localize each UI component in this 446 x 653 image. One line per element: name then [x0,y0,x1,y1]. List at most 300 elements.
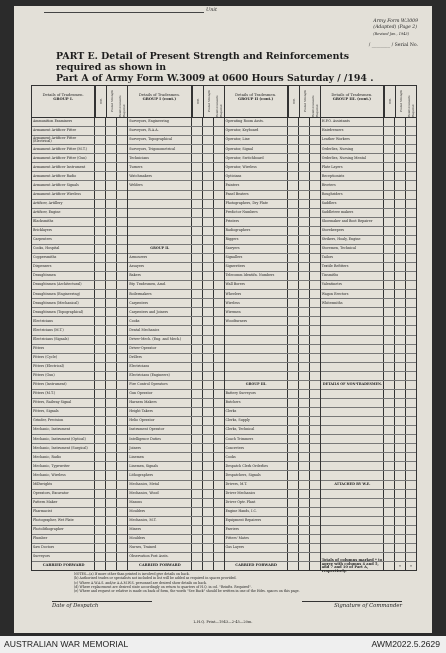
we-cell[interactable] [192,172,203,180]
we-cell[interactable] [192,336,203,344]
posted-strength-cell[interactable] [106,517,117,525]
posted-strength-cell[interactable] [395,345,406,353]
posted-strength-cell[interactable] [299,417,310,425]
we-cell[interactable] [288,553,299,561]
reinforcements-cell[interactable] [214,281,224,289]
we-cell[interactable] [384,299,395,307]
we-cell[interactable] [288,326,299,334]
posted-strength-cell[interactable] [299,499,310,507]
we-cell[interactable] [95,526,106,534]
we-cell[interactable] [288,118,299,126]
reinforcements-cell[interactable] [310,200,320,208]
posted-strength-cell[interactable] [106,200,117,208]
we-cell[interactable] [288,381,299,389]
posted-strength-cell[interactable] [395,272,406,280]
posted-strength-cell[interactable] [106,290,117,298]
reinforcements-cell[interactable] [406,326,416,334]
posted-strength-cell[interactable] [106,381,117,389]
posted-strength-cell[interactable] [106,372,117,380]
posted-strength-cell[interactable] [106,163,117,171]
posted-strength-cell[interactable] [203,399,214,407]
posted-strength-cell[interactable] [299,508,310,516]
we-cell[interactable] [192,209,203,217]
reinforcements-cell[interactable] [310,435,320,443]
we-cell[interactable] [95,154,106,162]
we-cell[interactable] [95,308,106,316]
we-cell[interactable] [192,245,203,253]
posted-strength-cell[interactable] [106,299,117,307]
posted-strength-cell[interactable] [106,345,117,353]
reinforcements-cell[interactable] [214,245,224,253]
reinforcements-cell[interactable] [214,272,224,280]
we-cell[interactable] [192,417,203,425]
posted-strength-cell[interactable] [395,526,406,534]
posted-strength-cell[interactable] [395,308,406,316]
posted-strength-cell[interactable] [203,453,214,461]
we-cell[interactable] [384,444,395,452]
reinforcements-cell[interactable] [310,444,320,452]
reinforcements-cell[interactable] [117,553,127,561]
we-cell[interactable] [95,453,106,461]
posted-strength-cell[interactable] [299,136,310,144]
posted-strength-cell[interactable] [299,471,310,479]
reinforcements-cell[interactable] [214,263,224,271]
we-cell[interactable] [288,526,299,534]
reinforcements-cell[interactable] [310,308,320,316]
posted-strength-cell[interactable] [395,236,406,244]
reinforcements-cell[interactable] [214,218,224,226]
we-cell[interactable] [288,136,299,144]
we-cell[interactable] [95,290,106,298]
posted-strength-cell[interactable] [203,408,214,416]
reinforcements-cell[interactable] [310,191,320,199]
reinforcements-cell[interactable] [406,481,416,489]
reinforcements-cell[interactable] [406,118,416,126]
reinforcements-cell[interactable] [406,499,416,507]
we-cell[interactable] [95,481,106,489]
we-cell[interactable] [95,136,106,144]
posted-strength-cell[interactable] [203,263,214,271]
we-cell[interactable] [384,227,395,235]
posted-strength-cell[interactable] [395,490,406,498]
reinforcements-cell[interactable] [214,308,224,316]
posted-strength-cell[interactable] [299,272,310,280]
reinforcements-cell[interactable] [406,281,416,289]
posted-strength-cell[interactable] [299,200,310,208]
reinforcements-cell[interactable] [214,191,224,199]
we-cell[interactable] [288,218,299,226]
reinforcements-cell[interactable] [214,390,224,398]
we-cell[interactable] [192,553,203,561]
we-cell[interactable] [192,517,203,525]
we-cell[interactable] [95,399,106,407]
we-cell[interactable] [384,200,395,208]
we-cell[interactable] [192,118,203,126]
posted-strength-cell[interactable] [106,535,117,543]
posted-strength-cell[interactable] [203,481,214,489]
we-cell[interactable] [288,200,299,208]
posted-strength-cell[interactable] [203,299,214,307]
we-cell[interactable] [384,435,395,443]
reinforcements-cell[interactable] [214,227,224,235]
posted-strength-cell[interactable] [395,354,406,362]
posted-strength-cell[interactable] [203,417,214,425]
reinforcements-cell[interactable] [406,218,416,226]
posted-strength-cell[interactable] [106,453,117,461]
we-cell[interactable] [192,317,203,325]
posted-strength-cell[interactable] [106,544,117,552]
reinforcements-cell[interactable] [214,326,224,334]
we-cell[interactable] [288,562,299,570]
reinforcements-cell[interactable] [117,526,127,534]
reinforcements-cell[interactable] [117,127,127,135]
posted-strength-cell[interactable] [106,435,117,443]
posted-strength-cell[interactable] [203,127,214,135]
posted-strength-cell[interactable] [203,200,214,208]
posted-strength-cell[interactable] [203,163,214,171]
we-cell[interactable] [192,200,203,208]
posted-strength-cell[interactable] [203,290,214,298]
we-cell[interactable] [95,172,106,180]
posted-strength-cell[interactable] [106,481,117,489]
we-cell[interactable] [192,154,203,162]
reinforcements-cell[interactable] [117,390,127,398]
we-cell[interactable] [192,399,203,407]
reinforcements-cell[interactable] [117,336,127,344]
posted-strength-cell[interactable] [203,363,214,371]
we-cell[interactable] [95,163,106,171]
reinforcements-cell[interactable] [214,354,224,362]
posted-strength-cell[interactable] [203,354,214,362]
we-cell[interactable] [95,372,106,380]
reinforcements-cell[interactable] [406,444,416,452]
reinforcements-cell[interactable] [117,281,127,289]
posted-strength-cell[interactable] [299,290,310,298]
posted-strength-cell[interactable] [395,127,406,135]
we-cell[interactable] [384,462,395,470]
we-cell[interactable] [192,408,203,416]
we-cell[interactable] [288,263,299,271]
posted-strength-cell[interactable] [203,227,214,235]
posted-strength-cell[interactable] [106,172,117,180]
reinforcements-cell[interactable] [117,544,127,552]
posted-strength-cell[interactable] [203,535,214,543]
posted-strength-cell[interactable] [299,354,310,362]
we-cell[interactable] [384,481,395,489]
reinforcements-cell[interactable] [214,317,224,325]
reinforcements-cell[interactable] [117,372,127,380]
posted-strength-cell[interactable] [106,471,117,479]
we-cell[interactable] [384,118,395,126]
we-cell[interactable] [192,227,203,235]
reinforcements-cell[interactable] [406,471,416,479]
we-cell[interactable] [192,535,203,543]
posted-strength-cell[interactable] [299,127,310,135]
we-cell[interactable] [95,535,106,543]
reinforcements-cell[interactable] [406,227,416,235]
we-cell[interactable] [384,544,395,552]
we-cell[interactable] [95,363,106,371]
reinforcements-cell[interactable] [214,336,224,344]
posted-strength-cell[interactable] [395,453,406,461]
reinforcements-cell[interactable] [117,435,127,443]
reinforcements-cell[interactable] [117,508,127,516]
reinforcements-cell[interactable] [117,118,127,126]
posted-strength-cell[interactable] [299,336,310,344]
reinforcements-cell[interactable] [310,381,320,389]
reinforcements-cell[interactable] [310,499,320,507]
reinforcements-cell[interactable] [117,345,127,353]
we-cell[interactable] [384,553,395,561]
reinforcements-cell[interactable] [406,354,416,362]
we-cell[interactable] [95,236,106,244]
we-cell[interactable] [95,254,106,262]
posted-strength-cell[interactable] [203,526,214,534]
we-cell[interactable] [288,290,299,298]
we-cell[interactable] [288,272,299,280]
reinforcements-cell[interactable] [310,453,320,461]
we-cell[interactable] [95,272,106,280]
we-cell[interactable] [288,281,299,289]
posted-strength-cell[interactable] [203,562,214,570]
posted-strength-cell[interactable] [299,263,310,271]
posted-strength-cell[interactable] [106,181,117,189]
posted-strength-cell[interactable] [395,245,406,253]
reinforcements-cell[interactable] [406,127,416,135]
reinforcements-cell[interactable] [117,172,127,180]
reinforcements-cell[interactable] [310,471,320,479]
posted-strength-cell[interactable] [203,372,214,380]
reinforcements-cell[interactable] [310,272,320,280]
posted-strength-cell[interactable] [299,426,310,434]
reinforcements-cell[interactable] [310,481,320,489]
posted-strength-cell[interactable] [395,118,406,126]
we-cell[interactable] [384,281,395,289]
reinforcements-cell[interactable] [214,145,224,153]
reinforcements-cell[interactable] [214,471,224,479]
reinforcements-cell[interactable] [214,172,224,180]
we-cell[interactable] [192,254,203,262]
reinforcements-cell[interactable] [214,408,224,416]
we-cell[interactable] [288,426,299,434]
reinforcements-cell[interactable] [310,227,320,235]
reinforcements-cell[interactable] [117,308,127,316]
posted-strength-cell[interactable] [203,145,214,153]
we-cell[interactable] [95,544,106,552]
posted-strength-cell[interactable] [203,236,214,244]
reinforcements-cell[interactable]: * [410,563,412,569]
reinforcements-cell[interactable] [310,326,320,334]
reinforcements-cell[interactable] [310,290,320,298]
we-cell[interactable] [288,209,299,217]
reinforcements-cell[interactable] [310,299,320,307]
reinforcements-cell[interactable] [406,526,416,534]
we-cell[interactable] [384,517,395,525]
posted-strength-cell[interactable] [106,127,117,135]
we-cell[interactable] [192,471,203,479]
reinforcements-cell[interactable] [117,354,127,362]
reinforcements-cell[interactable] [214,236,224,244]
reinforcements-cell[interactable] [406,136,416,144]
we-cell[interactable] [192,508,203,516]
reinforcements-cell[interactable] [214,127,224,135]
reinforcements-cell[interactable] [406,517,416,525]
posted-strength-cell[interactable] [106,281,117,289]
posted-strength-cell[interactable] [395,200,406,208]
we-cell[interactable] [384,535,395,543]
we-cell[interactable] [288,453,299,461]
we-cell[interactable] [384,372,395,380]
posted-strength-cell[interactable] [395,299,406,307]
we-cell[interactable] [192,163,203,171]
reinforcements-cell[interactable] [406,490,416,498]
posted-strength-cell[interactable] [395,145,406,153]
we-cell[interactable] [288,363,299,371]
posted-strength-cell[interactable] [395,317,406,325]
reinforcements-cell[interactable] [214,118,224,126]
posted-strength-cell[interactable] [299,462,310,470]
reinforcements-cell[interactable] [117,245,127,253]
reinforcements-cell[interactable] [406,399,416,407]
reinforcements-cell[interactable] [310,562,320,570]
reinforcements-cell[interactable] [117,254,127,262]
reinforcements-cell[interactable] [406,254,416,262]
we-cell[interactable] [384,136,395,144]
reinforcements-cell[interactable] [310,136,320,144]
reinforcements-cell[interactable] [117,326,127,334]
posted-strength-cell[interactable] [299,163,310,171]
posted-strength-cell[interactable] [203,254,214,262]
we-cell[interactable] [288,517,299,525]
we-cell[interactable] [384,254,395,262]
we-cell[interactable] [288,444,299,452]
we-cell[interactable] [384,154,395,162]
posted-strength-cell[interactable] [106,236,117,244]
reinforcements-cell[interactable] [117,490,127,498]
we-cell[interactable] [384,426,395,434]
we-cell[interactable] [192,462,203,470]
posted-strength-cell[interactable] [395,191,406,199]
we-cell[interactable] [288,372,299,380]
reinforcements-cell[interactable] [310,118,320,126]
reinforcements-cell[interactable] [310,172,320,180]
reinforcements-cell[interactable] [310,154,320,162]
posted-strength-cell[interactable] [395,553,406,561]
reinforcements-cell[interactable] [117,163,127,171]
we-cell[interactable] [95,462,106,470]
we-cell[interactable] [384,453,395,461]
reinforcements-cell[interactable] [406,181,416,189]
reinforcements-cell[interactable] [310,399,320,407]
posted-strength-cell[interactable] [299,444,310,452]
reinforcements-cell[interactable] [310,490,320,498]
we-cell[interactable] [288,191,299,199]
posted-strength-cell[interactable] [106,526,117,534]
posted-strength-cell[interactable] [203,118,214,126]
posted-strength-cell[interactable] [395,399,406,407]
we-cell[interactable] [95,317,106,325]
reinforcements-cell[interactable] [406,299,416,307]
posted-strength-cell[interactable] [203,426,214,434]
reinforcements-cell[interactable] [310,508,320,516]
reinforcements-cell[interactable] [117,181,127,189]
posted-strength-cell[interactable] [299,363,310,371]
we-cell[interactable] [192,218,203,226]
posted-strength-cell[interactable] [299,218,310,226]
posted-strength-cell[interactable] [395,372,406,380]
we-cell[interactable] [384,326,395,334]
reinforcements-cell[interactable] [310,462,320,470]
we-cell[interactable] [384,145,395,153]
we-cell[interactable] [95,562,106,570]
reinforcements-cell[interactable] [406,191,416,199]
posted-strength-cell[interactable] [106,363,117,371]
reinforcements-cell[interactable] [117,154,127,162]
reinforcements-cell[interactable] [406,408,416,416]
posted-strength-cell[interactable] [395,136,406,144]
we-cell[interactable] [288,508,299,516]
reinforcements-cell[interactable] [310,336,320,344]
posted-strength-cell[interactable] [106,263,117,271]
we-cell[interactable] [384,408,395,416]
we-cell[interactable] [95,191,106,199]
reinforcements-cell[interactable] [117,499,127,507]
we-cell[interactable] [288,154,299,162]
posted-strength-cell[interactable] [299,345,310,353]
reinforcements-cell[interactable] [310,517,320,525]
posted-strength-cell[interactable] [395,326,406,334]
we-cell[interactable] [192,272,203,280]
posted-strength-cell[interactable] [299,453,310,461]
posted-strength-cell[interactable] [106,417,117,425]
posted-strength-cell[interactable] [395,408,406,416]
reinforcements-cell[interactable] [406,145,416,153]
reinforcements-cell[interactable] [310,236,320,244]
reinforcements-cell[interactable] [117,227,127,235]
posted-strength-cell[interactable] [203,508,214,516]
we-cell[interactable] [288,345,299,353]
posted-strength-cell[interactable] [299,227,310,235]
reinforcements-cell[interactable] [214,444,224,452]
we-cell[interactable] [288,163,299,171]
posted-strength-cell[interactable] [299,326,310,334]
reinforcements-cell[interactable] [214,136,224,144]
we-cell[interactable] [288,399,299,407]
reinforcements-cell[interactable] [117,200,127,208]
we-cell[interactable] [384,381,395,389]
we-cell[interactable] [288,462,299,470]
posted-strength-cell[interactable] [106,444,117,452]
posted-strength-cell[interactable] [106,499,117,507]
reinforcements-cell[interactable] [214,417,224,425]
reinforcements-cell[interactable] [214,553,224,561]
posted-strength-cell[interactable] [395,263,406,271]
posted-strength-cell[interactable] [299,181,310,189]
posted-strength-cell[interactable] [299,481,310,489]
posted-strength-cell[interactable] [299,517,310,525]
posted-strength-cell[interactable] [106,553,117,561]
we-cell[interactable] [288,499,299,507]
reinforcements-cell[interactable] [214,363,224,371]
we-cell[interactable] [288,490,299,498]
posted-strength-cell[interactable] [299,390,310,398]
posted-strength-cell[interactable] [203,444,214,452]
posted-strength-cell[interactable]: * [395,562,406,570]
posted-strength-cell[interactable] [395,481,406,489]
we-cell[interactable] [384,526,395,534]
reinforcements-cell[interactable] [310,408,320,416]
posted-strength-cell[interactable] [106,227,117,235]
